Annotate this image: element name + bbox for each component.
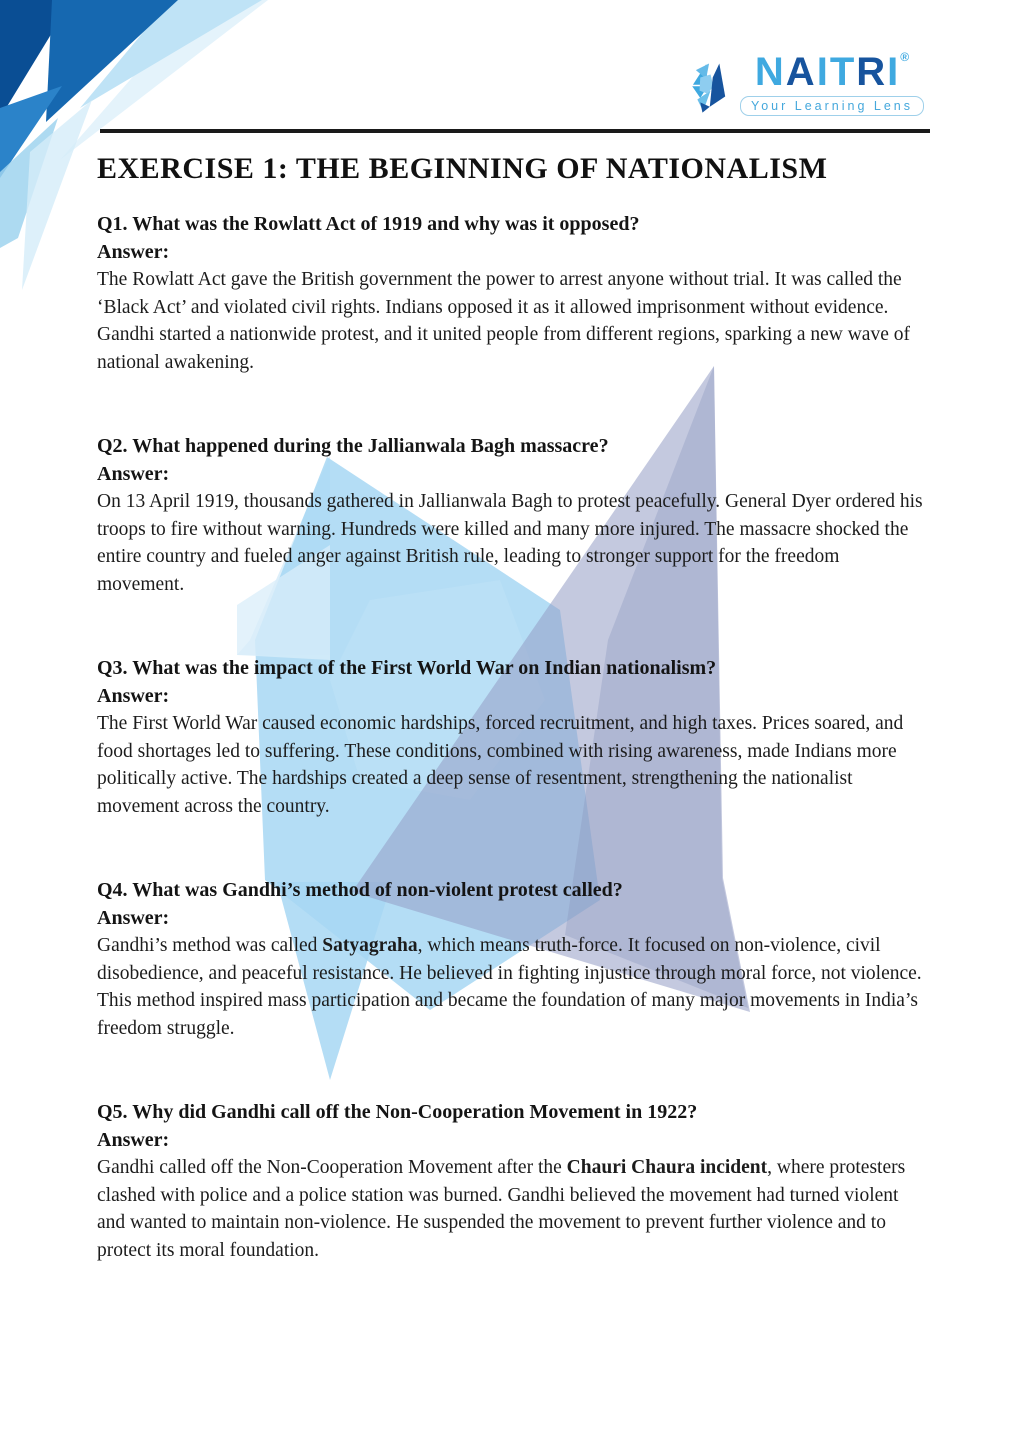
answer-label: Answer:	[97, 241, 170, 263]
question-text: Q3. What was the impact of the First World War on Indian nationalism?	[97, 657, 717, 679]
answer-label: Answer:	[97, 463, 170, 485]
qa-section-4	[97, 876, 927, 1042]
answer-text: The Rowlatt Act gave the British government the power to arrest anyone without trial. It was called the ‘Black Act’ and violated civil rights. Indians opposed it as it allowed imprisonment without evidence. Gandhi started a nationwide protest, and it united people from different regions, sparking a new wave of national awakening.	[97, 269, 910, 373]
answer-label: Answer:	[97, 685, 170, 707]
answer-label: Answer:	[97, 907, 170, 929]
question-text: Q2. What happened during the Jallianwala Bagh massacre?	[97, 435, 609, 457]
qa-section-3	[97, 654, 927, 820]
document-content	[97, 150, 927, 1320]
brand-tagline: Your Learning Lens	[740, 96, 924, 116]
answer-text: On 13 April 1919, thousands gathered in Jallianwala Bagh to protest peacefully. General Dyer ordered his troops to fire without warning. Hundreds were killed and many more injured. The massacre shocked the entire country and fueled anger against British rule, leading to stronger support for the freedom movement.	[97, 491, 923, 595]
brand-letter: I	[887, 50, 901, 94]
question-text: Q5. Why did Gandhi call off the Non-Cooperation Movement in 1922?	[97, 1101, 698, 1123]
page-title: EXERCISE 1: THE BEGINNING OF NATIONALISM	[97, 152, 828, 185]
qa-section-2	[97, 432, 927, 598]
brand-letter: R	[856, 50, 888, 94]
brand-letter: A	[785, 50, 817, 94]
registered-trademark-mark: ®	[900, 50, 910, 64]
brand-letter: T	[829, 50, 857, 94]
question-text: Q1. What was the Rowlatt Act of 1919 and why was it opposed?	[97, 213, 640, 235]
answer-text: Gandhi called off the Non-Cooperation Movement after the Chauri Chaura incident, where protesters clashed with police and a police station was burned. Gandhi believed the movement had turned violent and wanted to maintain non-violence. He suspended the movement to prevent further violence and to protect its moral foundation.	[97, 1157, 906, 1261]
naitri-logo	[690, 50, 924, 120]
qa-section-1	[97, 210, 927, 376]
brand-letter: I	[816, 50, 830, 94]
answer-text: Gandhi’s method was called Satyagraha, which means truth-force. It focused on non-violence, civil disobedience, and peaceful resistance. He believed in fighting injustice through moral force, not violence. This method inspired mass participation and became the foundation of many major movements in India’s freedom struggle.	[97, 935, 922, 1039]
answer-text: The First World War caused economic hardships, forced recruitment, and high taxes. Prices soared, and food shortages led to suffering. These conditions, combined with rising awareness, made Indians more politically active. The hardships created a deep sense of resentment, strengthening the nationalist movement across the country.	[97, 713, 904, 817]
brand-letter: N	[754, 50, 786, 94]
naitri-logo-icon	[690, 54, 734, 120]
header-divider	[100, 129, 930, 133]
brand-wordmark	[755, 50, 909, 94]
qa-section-5	[97, 1098, 927, 1264]
answer-label: Answer:	[97, 1129, 170, 1151]
question-text: Q4. What was Gandhi’s method of non-violent protest called?	[97, 879, 623, 901]
